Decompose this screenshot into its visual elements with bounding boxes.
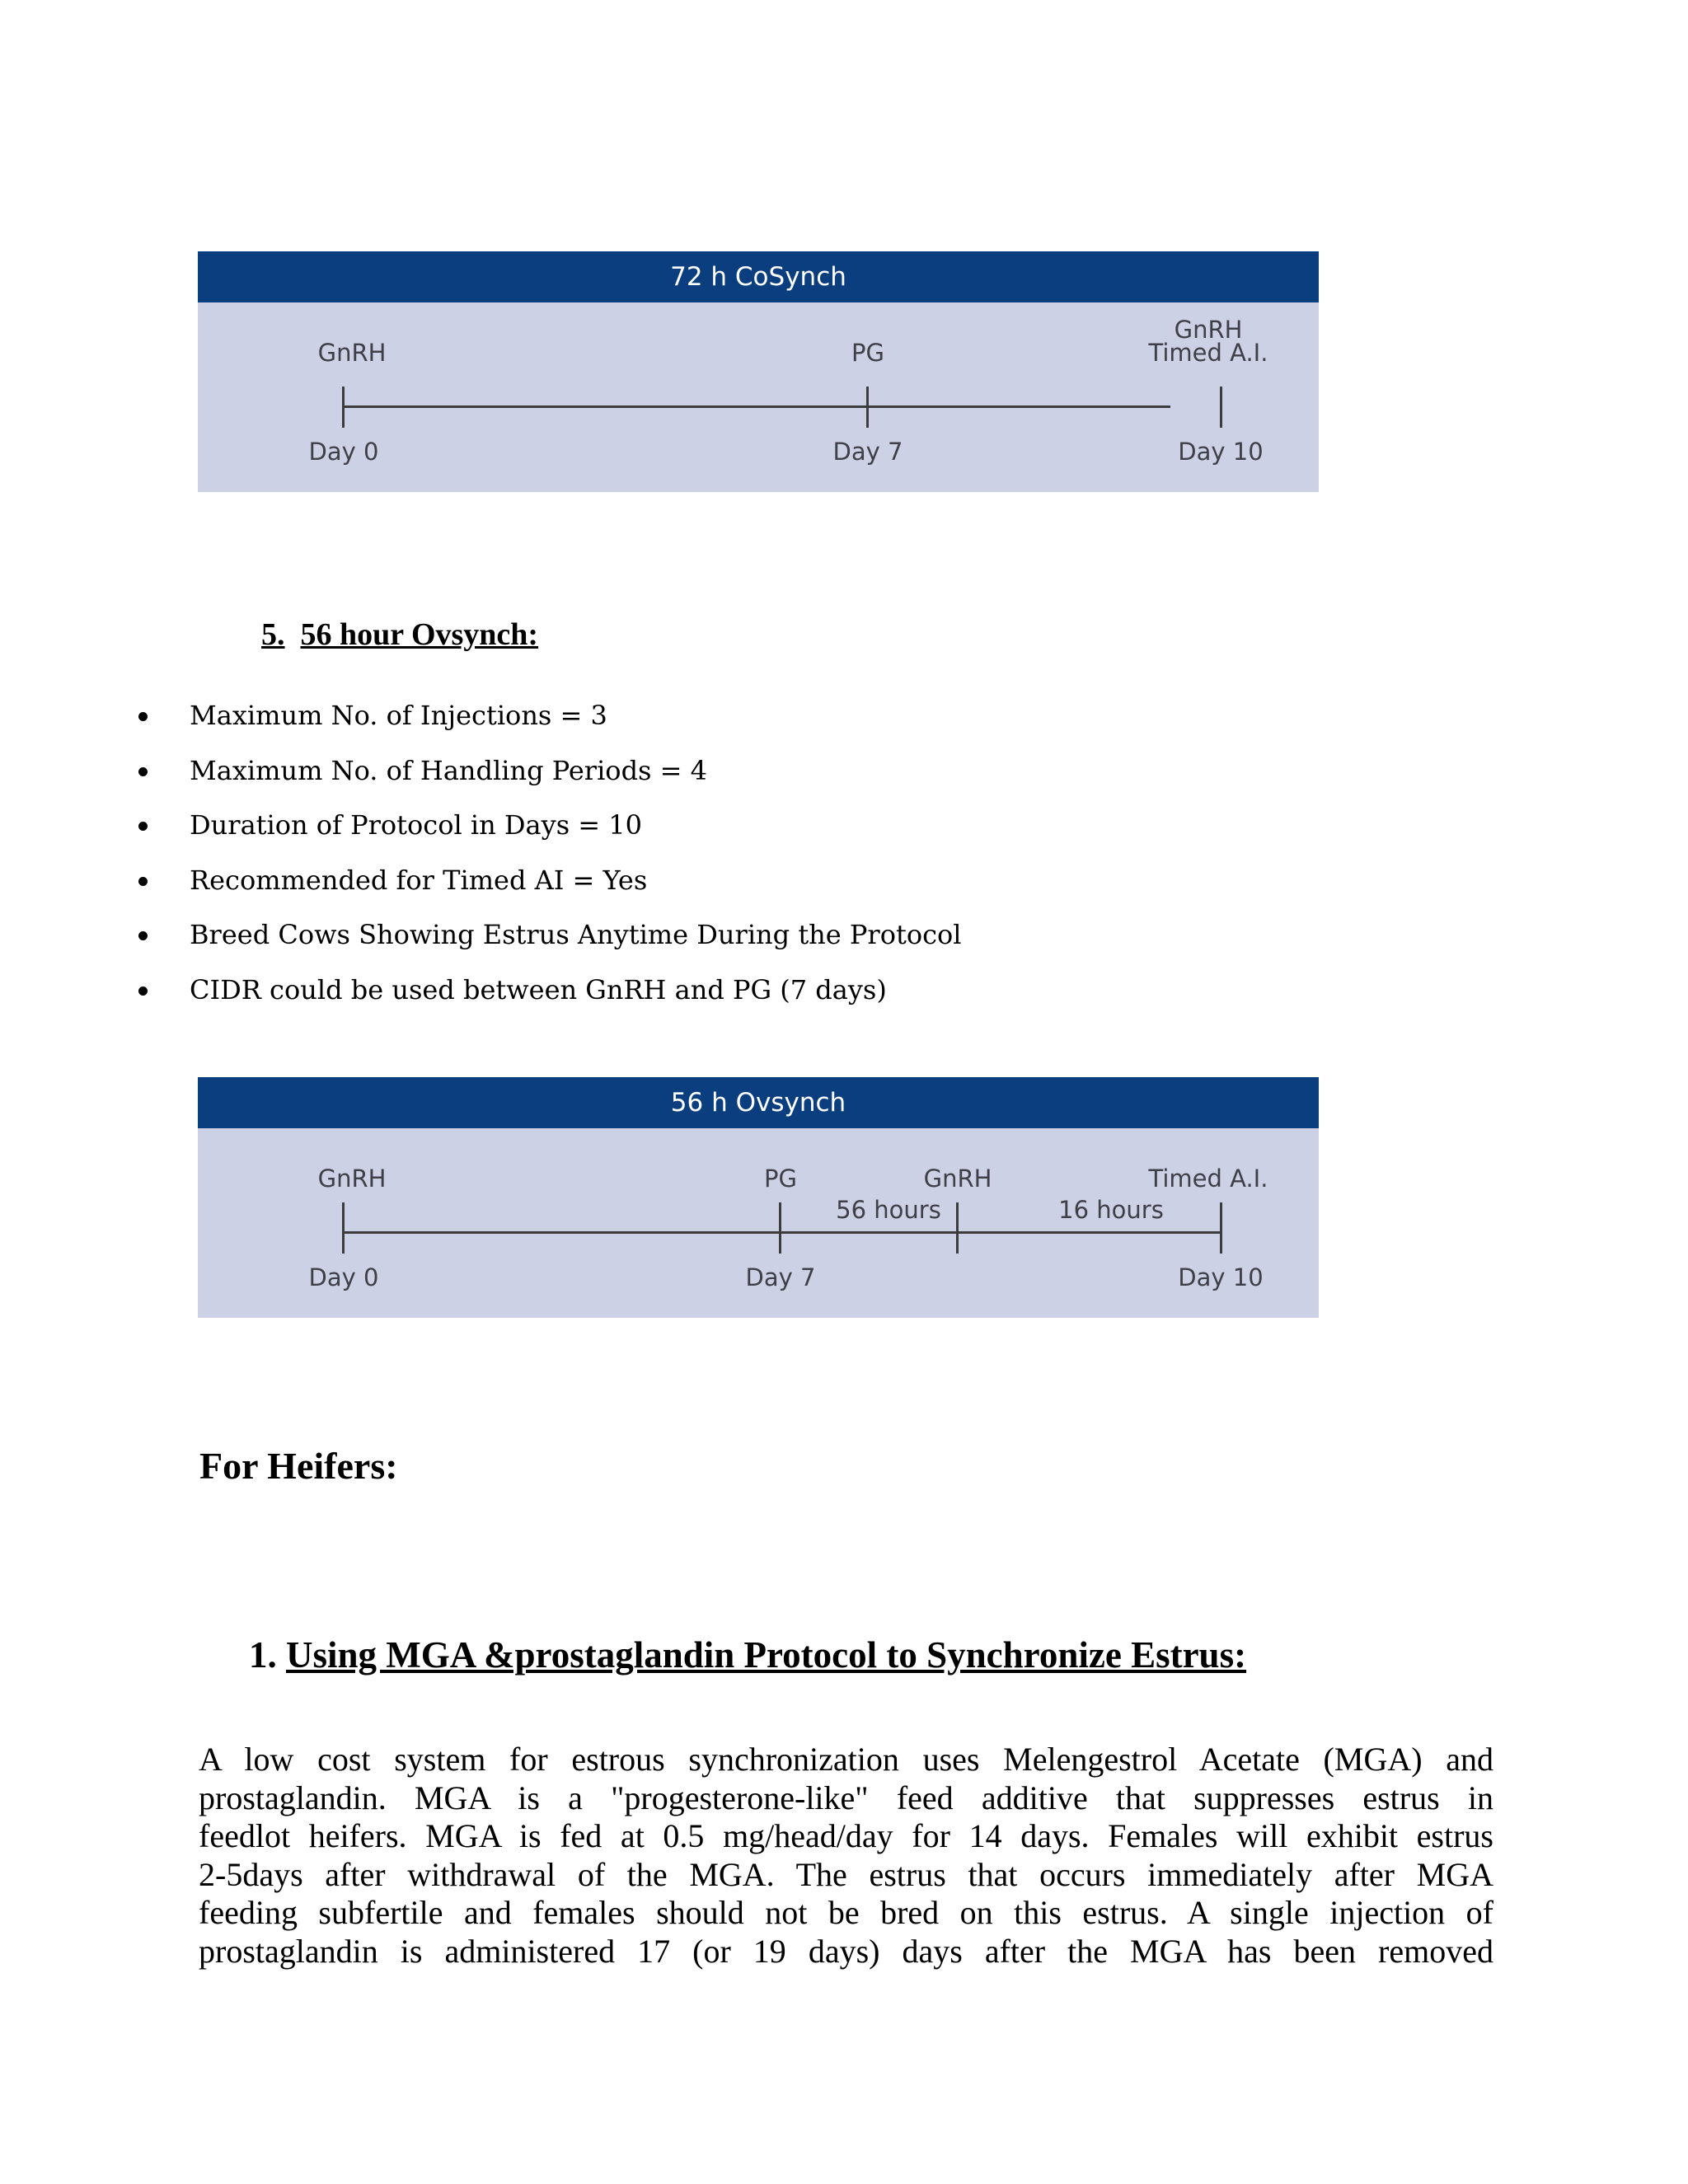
paragraph-line: prostaglandin is administered 17 (or 19 days) days after the MGA has been removed	[199, 1932, 1493, 1970]
cosynch-timeline-axis	[343, 405, 824, 408]
paragraph-line: feedlot heifers. MGA is fed at 0.5 mg/head/day for 14 days. Females will exhibit estrus	[199, 1817, 1493, 1854]
cosynch-event-pg-label: PG	[851, 339, 884, 367]
ovsynch-day0-label: Day 0	[308, 1263, 379, 1291]
section-5-number: 5.	[261, 617, 285, 652]
bullet-icon	[138, 877, 148, 886]
list-item-text: Recommended for Timed AI = Yes	[190, 864, 648, 896]
ovsynch-diagram-title: 56 h Ovsynch	[198, 1077, 1319, 1128]
paragraph-line: prostaglandin. MGA is a "progesterone-like" feed additive that suppresses estrus in	[199, 1779, 1493, 1816]
section-1-heading	[249, 1633, 1246, 1676]
bullet-icon	[138, 712, 148, 721]
list-item-text: CIDR could be used between GnRH and PG (7 days)	[190, 973, 887, 1005]
section-5-title: 56 hour Ovsynch:	[300, 617, 539, 652]
ovsynch-timeline-axis	[343, 1231, 1221, 1234]
ovsynch-day10-label: Day 10	[1178, 1263, 1264, 1291]
list-item-text: Duration of Protocol in Days = 10	[190, 809, 642, 841]
list-item-text: Breed Cows Showing Estrus Anytime During the Protocol	[190, 919, 962, 950]
bullet-icon	[138, 987, 148, 996]
list-item	[190, 918, 962, 973]
cosynch-diagram	[198, 251, 1319, 492]
heifers-heading: For Heifers:	[199, 1445, 398, 1487]
list-item-text: Maximum No. of Handling Periods = 4	[190, 754, 707, 786]
cosynch-event-timed-ai-label: Timed A.I.	[1148, 339, 1268, 367]
ovsynch-event-gnrh2-label: GnRH	[923, 1165, 992, 1193]
cosynch-timeline-axis-2	[824, 405, 1170, 408]
list-item	[190, 864, 962, 919]
list-item	[190, 808, 962, 864]
cosynch-diagram-title: 72 h CoSynch	[198, 251, 1319, 302]
cosynch-day10-label: Day 10	[1178, 438, 1264, 466]
ovsynch-event-timed-ai-label: Timed A.I.	[1148, 1165, 1268, 1193]
bullet-icon	[138, 767, 148, 776]
bullet-icon	[138, 822, 148, 831]
list-item	[190, 973, 962, 1029]
list-item-text: Maximum No. of Injections = 3	[190, 700, 607, 731]
ovsynch-event-pg-label: PG	[764, 1165, 797, 1193]
ovsynch-interval-16h-label: 16 hours	[1058, 1196, 1164, 1224]
ovsynch-diagram	[198, 1077, 1319, 1318]
list-item	[190, 699, 962, 754]
paragraph-line: feeding subfertile and females should not be bred on this estrus. A single injection of	[199, 1894, 1493, 1931]
ovsynch-interval-56h-label: 56 hours	[836, 1196, 941, 1224]
cosynch-day7-label: Day 7	[832, 438, 903, 466]
cosynch-event-gnrh-label: GnRH	[317, 339, 387, 367]
ovsynch-tick-gnrh	[956, 1202, 959, 1254]
cosynch-tick-day0	[342, 387, 345, 428]
mga-paragraph	[199, 1741, 1493, 1971]
list-item	[190, 754, 962, 809]
bullet-icon	[138, 931, 148, 940]
cosynch-event-gnrh2-label: GnRH	[1174, 316, 1243, 344]
ovsynch-tick-day7	[779, 1202, 781, 1254]
ovsynch-event-gnrh-label: GnRH	[317, 1165, 387, 1193]
cosynch-tick-day7	[866, 387, 869, 428]
paragraph-line: A low cost system for estrous synchronization uses Melengestrol Acetate (MGA) and	[199, 1741, 1493, 1778]
cosynch-day0-label: Day 0	[308, 438, 379, 466]
ovsynch-tick-day0	[342, 1202, 345, 1254]
cosynch-tick-day10	[1220, 387, 1222, 428]
section-1-number: 1.	[249, 1634, 277, 1675]
ovsynch-day7-label: Day 7	[745, 1263, 816, 1291]
paragraph-line: 2-5days after withdrawal of the MGA. The estrus that occurs immediately after MGA	[199, 1855, 1493, 1893]
protocol-facts-list	[190, 699, 962, 1028]
section-5-heading	[261, 616, 538, 653]
ovsynch-tick-day10	[1220, 1202, 1222, 1254]
section-1-title: Using MGA &prostaglandin Protocol to Synchronize Estrus:	[286, 1634, 1247, 1675]
